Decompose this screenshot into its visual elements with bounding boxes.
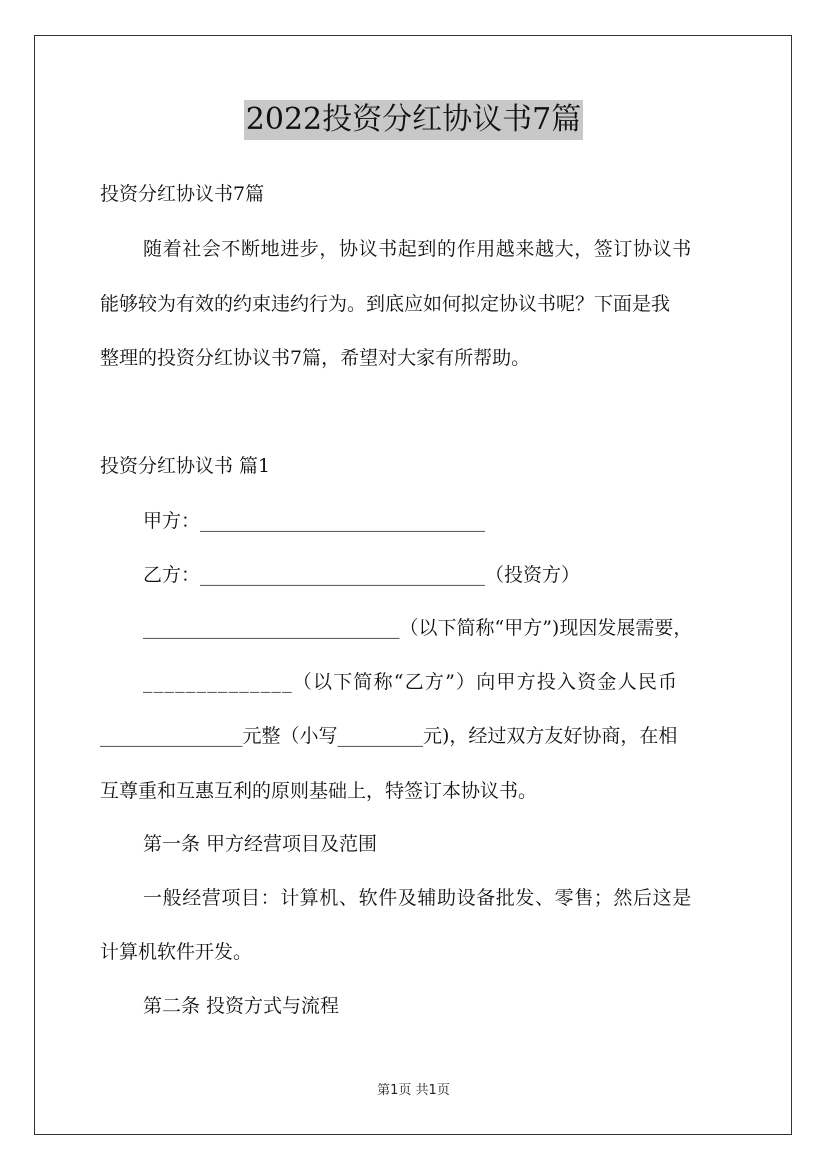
paragraph-line: 随着社会不断地进步，协议书起到的作用越来越大，签订协议书 [143,238,692,260]
paragraph-line: 一般经营项目：计算机、软件及辅助设备批发、零售；然后这是 [143,887,692,909]
article-heading: 第二条 投资方式与流程 [143,995,340,1017]
paragraph-line: 整理的投资分红协议书7篇，希望对大家有所帮助。 [100,347,531,369]
paragraph-line: 互尊重和互惠互利的原则基础上，特签订本协议书。 [100,780,538,802]
paragraph-line: ______________（以下简称“乙方”）向甲方投入资金人民币 [143,671,679,693]
section-heading: 投资分红协议书 篇1 [100,455,271,477]
paragraph-line: 能够较为有效的约束违约行为。到底应如何拟定协议书呢？下面是我 [100,293,671,315]
paragraph-line: 计算机软件开发。 [100,941,253,963]
party-a-field: 甲方：______________________________ [143,510,486,532]
title-container [0,100,827,140]
page-footer: 第1页 共1页 [377,1083,450,1098]
article-heading: 第一条 甲方经营项目及范围 [143,833,378,855]
document-title: 2022投资分红协议书7篇 [244,100,583,140]
subtitle-line: 投资分红协议书7篇 [100,183,265,205]
party-b-field: 乙方：______________________________（投资方） [143,564,581,586]
paragraph-line: _______________元整（小写_________元)，经过双方友好协商，在相 [100,725,678,747]
paragraph-line: ___________________________（以下简称“甲方”)现因发展需要， [143,617,693,639]
